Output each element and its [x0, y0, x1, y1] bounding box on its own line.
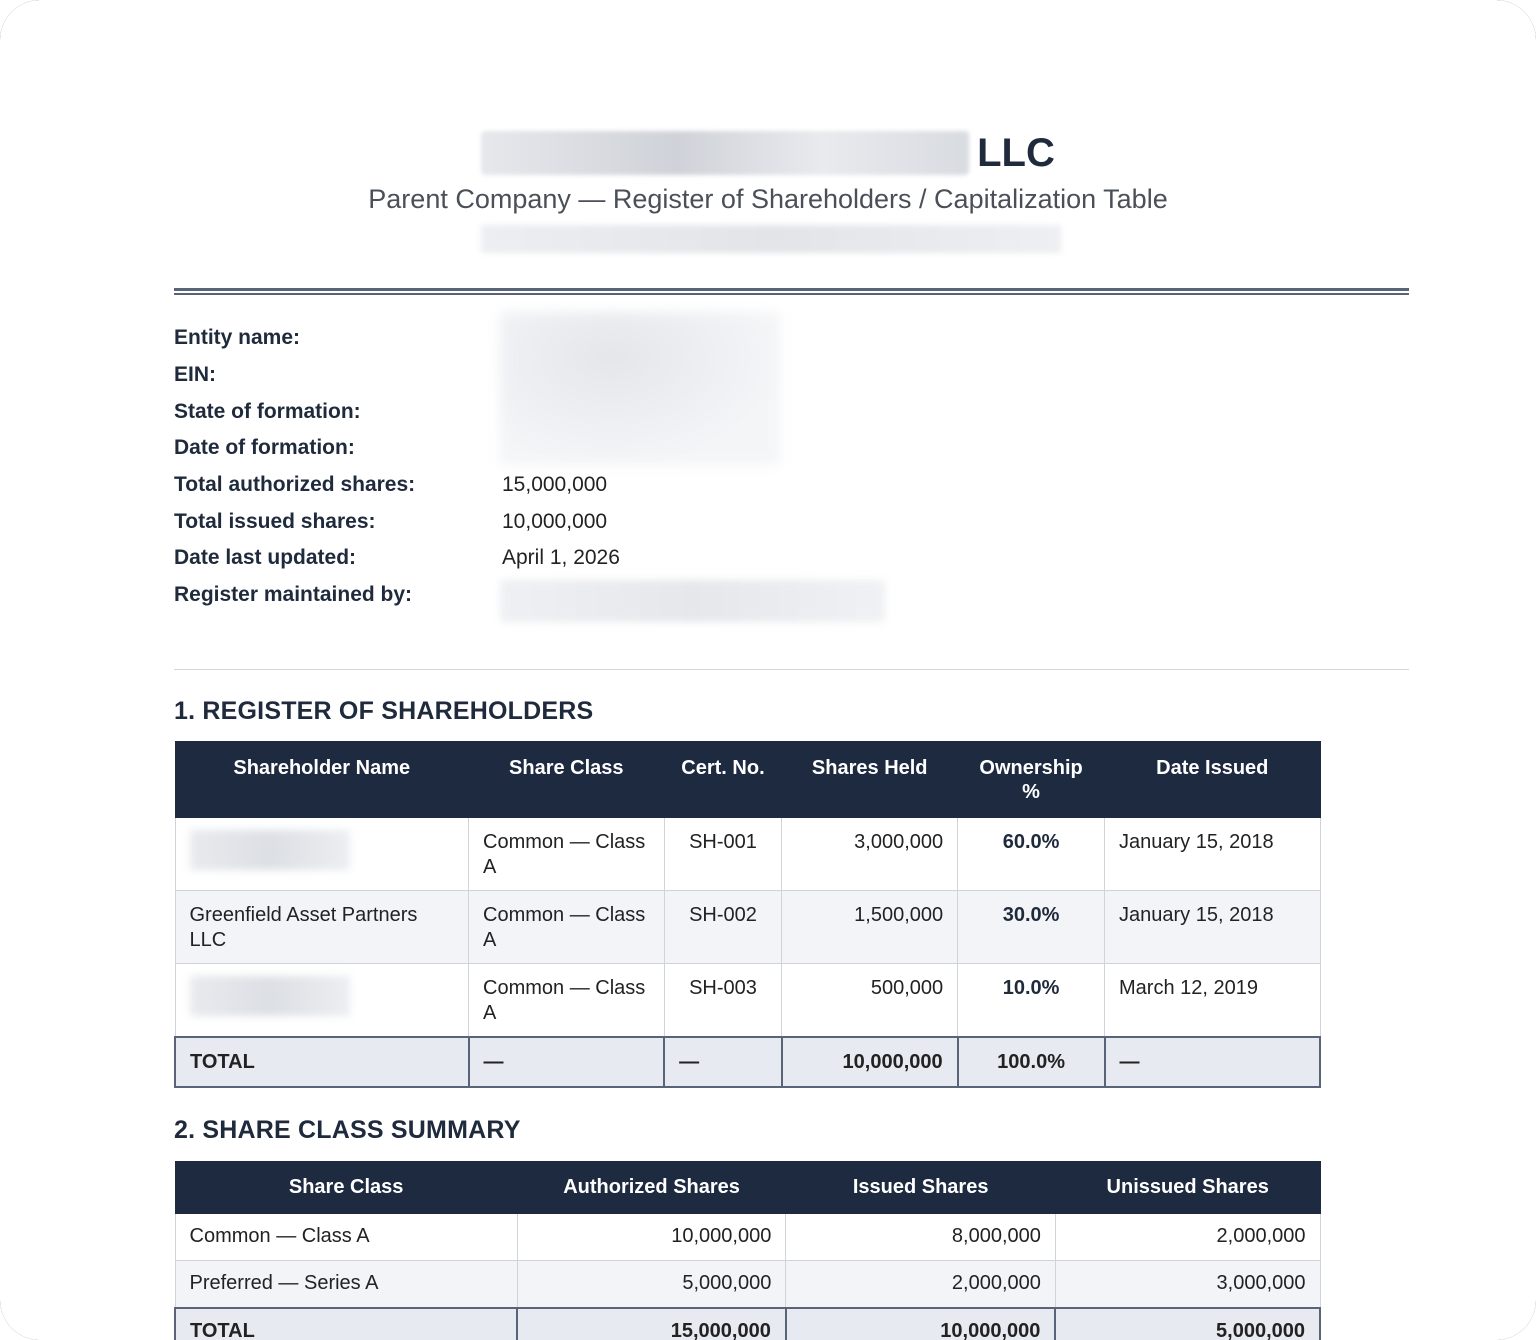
meta-row-entity-name	[174, 320, 620, 357]
entity-info	[174, 320, 620, 614]
column-header: Unissued Shares	[1055, 1162, 1320, 1214]
table-row	[175, 1261, 1320, 1308]
issued-cell: 2,000,000	[786, 1261, 1056, 1308]
date-issued-cell: March 12, 2019	[1105, 964, 1320, 1037]
total-row	[175, 1037, 1320, 1087]
meta-label: State of formation:	[174, 399, 361, 423]
ownership-cell: 10.0%	[958, 964, 1105, 1037]
shareholder-name-cell	[175, 964, 469, 1037]
shares-held-cell: 3,000,000	[782, 818, 958, 891]
table-row	[175, 818, 1320, 891]
meta-row-last-updated	[174, 540, 620, 577]
shares-held-cell: 500,000	[782, 964, 958, 1037]
table-row	[175, 1214, 1320, 1261]
total-cert-cell: —	[664, 1037, 782, 1087]
issued-cell: 8,000,000	[786, 1214, 1056, 1261]
document-header	[0, 128, 1536, 253]
table-header-row	[175, 1162, 1320, 1214]
share-class-cell: Common — Class A	[469, 818, 665, 891]
column-header: Ownership %	[958, 742, 1105, 818]
column-header: Shares Held	[782, 742, 958, 818]
meta-label: Date last updated:	[174, 546, 357, 570]
column-header: Shareholder Name	[175, 742, 469, 818]
meta-row-authorized	[174, 467, 620, 504]
meta-label: Total issued shares:	[174, 509, 376, 533]
meta-row-state	[174, 393, 620, 430]
total-label-cell: TOTAL	[175, 1308, 517, 1340]
meta-row-maintained-by	[174, 577, 620, 614]
total-unissued-cell: 5,000,000	[1055, 1308, 1320, 1340]
column-header: Cert. No.	[664, 742, 782, 818]
title-suffix: LLC	[977, 130, 1055, 175]
document-title	[0, 128, 1536, 178]
cert-no-cell: SH-003	[664, 964, 782, 1037]
redacted-subtitle-line	[481, 225, 1061, 253]
table-row	[175, 964, 1320, 1037]
total-authorized-cell: 15,000,000	[517, 1308, 786, 1340]
table-row	[175, 891, 1320, 964]
unissued-cell: 2,000,000	[1055, 1214, 1320, 1261]
share-class-cell: Preferred — Series A	[175, 1261, 517, 1308]
column-header: Share Class	[175, 1162, 517, 1214]
total-pct-cell: 100.0%	[958, 1037, 1105, 1087]
section-divider	[174, 669, 1409, 670]
shareholder-register-table	[174, 741, 1321, 1088]
unissued-cell: 3,000,000	[1055, 1261, 1320, 1308]
shareholder-name-cell: Greenfield Asset Partners LLC	[175, 891, 469, 964]
share-class-cell: Common — Class A	[175, 1214, 517, 1261]
shareholder-name-cell	[175, 818, 469, 891]
date-issued-cell: January 15, 2018	[1105, 818, 1320, 891]
total-label-cell: TOTAL	[175, 1037, 469, 1087]
meta-label: EIN:	[174, 363, 216, 387]
meta-label: Register maintained by:	[174, 583, 413, 607]
date-issued-cell: January 15, 2018	[1105, 891, 1320, 964]
cert-no-cell: SH-001	[664, 818, 782, 891]
meta-label: Date of formation:	[174, 436, 355, 460]
total-class-cell: —	[469, 1037, 665, 1087]
share-class-summary-table	[174, 1161, 1321, 1340]
total-row	[175, 1308, 1320, 1340]
share-class-cell: Common — Class A	[469, 964, 665, 1037]
meta-label: Entity name:	[174, 326, 301, 350]
ownership-cell: 30.0%	[958, 891, 1105, 964]
shares-held-cell: 1,500,000	[782, 891, 958, 964]
column-header: Authorized Shares	[517, 1162, 786, 1214]
authorized-cell: 10,000,000	[517, 1214, 786, 1261]
document-subtitle: Parent Company — Register of Shareholders / Capitalization Table	[368, 184, 1168, 214]
section-title-register: 1. REGISTER OF SHAREHOLDERS	[174, 697, 594, 725]
meta-value: 15,000,000	[502, 473, 608, 497]
cert-no-cell: SH-002	[664, 891, 782, 964]
total-issued-cell: 10,000,000	[786, 1308, 1056, 1340]
redacted-name	[190, 976, 350, 1016]
table-header-row	[175, 742, 1320, 818]
header-divider	[174, 288, 1409, 295]
meta-row-issued	[174, 503, 620, 540]
meta-value: April 1, 2026	[502, 546, 620, 570]
total-date-cell: —	[1105, 1037, 1320, 1087]
meta-label: Total authorized shares:	[174, 473, 416, 497]
column-header: Share Class	[469, 742, 665, 818]
total-shares-cell: 10,000,000	[782, 1037, 958, 1087]
share-class-cell: Common — Class A	[469, 891, 665, 964]
meta-value: 10,000,000	[502, 509, 608, 533]
ownership-cell: 60.0%	[958, 818, 1105, 891]
meta-row-formation-date	[174, 430, 620, 467]
authorized-cell: 5,000,000	[517, 1261, 786, 1308]
redacted-name	[190, 830, 350, 870]
redacted-company-name	[481, 131, 969, 175]
meta-row-ein	[174, 357, 620, 394]
column-header: Date Issued	[1105, 742, 1320, 818]
column-header: Issued Shares	[786, 1162, 1056, 1214]
section-title-class-summary: 2. SHARE CLASS SUMMARY	[174, 1116, 521, 1144]
